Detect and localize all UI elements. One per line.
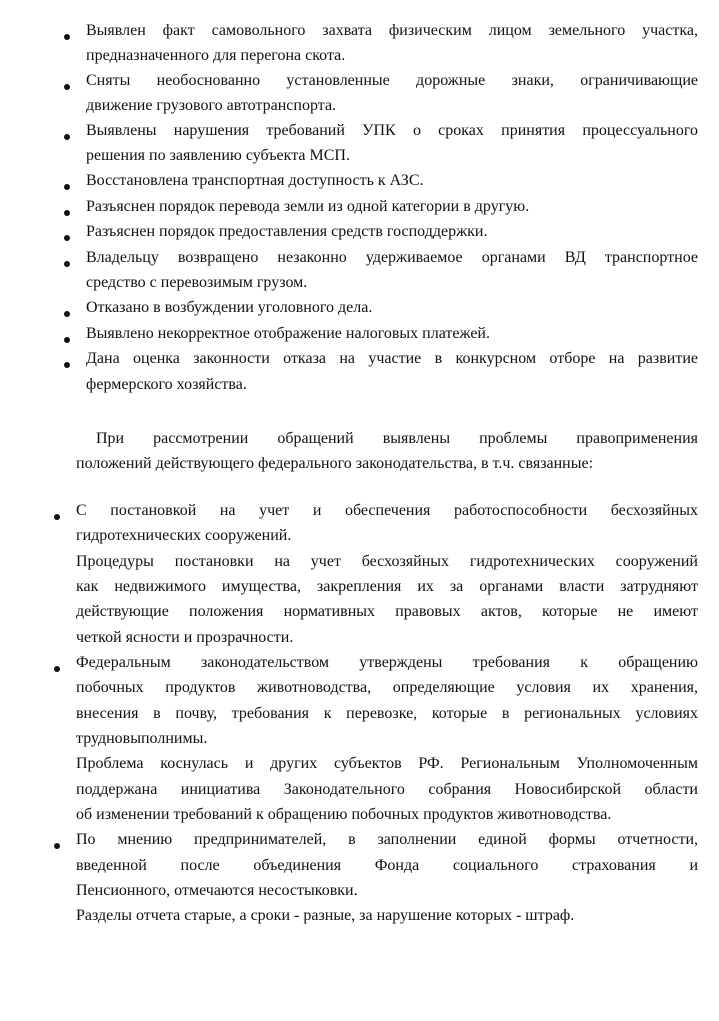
list-item-text: внесения в почву, требования к перевозке, которые в региональных условиях [76,705,698,722]
list-item-text: Разъяснен порядок предоставления средств господдержки. [86,223,488,240]
bullet-icon [64,311,70,317]
list-item-text: фермерского хозяйства. [86,376,247,393]
list-item-text: введенной после объединения Фонда социального страхования и [76,857,698,874]
list-item-text: об изменении требований к обращению побочных продуктов животноводства. [76,806,612,823]
list-item-text: предназначенного для перегона скота. [86,47,346,64]
list-item-text: Федеральным законодательством утверждены требования к обращению [76,654,698,671]
bullet-icon [54,843,60,849]
list-item-text: Сняты необоснованно установленные дорожные знаки, ограничивающие [86,72,698,89]
list-item-text: С постановкой на учет и обеспечения работоспособности бесхозяйных [76,502,698,519]
list-item-text: Выявлены нарушения требований УПК о сроках принятия процессуального [86,122,698,139]
bullet-icon [54,666,60,672]
bullet-icon [64,84,70,90]
list-item-text: движение грузового автотранспорта. [86,97,337,114]
bullet-icon [64,134,70,140]
list-item-text: Разъяснен порядок перевода земли из одной категории в другую. [86,198,530,215]
list-item-text: действующие положения нормативных правовых актов, которые не имеют [76,603,698,620]
bullet-icon [64,261,70,267]
list-item-text: решения по заявлению субъекта МСП. [86,147,350,164]
bullet-icon [64,184,70,190]
bullet-icon [64,235,70,241]
bullet-icon [64,210,70,216]
bullet-icon [64,337,70,343]
list-item-text: Процедуры постановки на учет бесхозяйных гидротехнических сооружений [76,553,698,570]
list-item-text: как недвижимого имущества, закрепления их за органами власти затрудняют [76,578,698,595]
list-item-text: Пенсионного, отмечаются несостыковки. [76,882,358,899]
paragraph-text: положений действующего федерального законодательства, в т.ч. связанные: [76,455,594,472]
list-item-text: Восстановлена транспортная доступность к АЗС. [86,172,424,189]
bullet-icon [54,514,60,520]
list-item-text: поддержана инициатива Законодательного собрания Новосибирской области [76,781,698,798]
list-item-text: Выявлен факт самовольного захвата физическим лицом земельного участка, [86,22,698,39]
list-item-text: Дана оценка законности отказа на участие в конкурсном отборе на развитие [86,350,698,367]
bullet-icon [64,34,70,40]
bullet-icon [64,362,70,368]
paragraph-text: При рассмотрении обращений выявлены проблемы правоприменения [96,430,698,447]
list-item-text: Выявлено некорректное отображение налоговых платежей. [86,325,490,342]
list-item-text: Отказано в возбуждении уголовного дела. [86,299,373,316]
list-item-text: Разделы отчета старые, а сроки - разные, за нарушение которых - штраф. [76,907,575,924]
list-item-text: Проблема коснулась и других субъектов РФ. Региональным Уполномоченным [76,755,698,772]
list-item-text: гидротехнических сооружений. [76,527,292,544]
list-item-text: По мнению предпринимателей, в заполнении единой формы отчетности, [76,831,698,848]
list-item-text: Владельцу возвращено незаконно удерживаемое органами ВД транспортное [86,249,698,266]
list-item-text: трудновыполнимы. [76,730,208,747]
list-item-text: побочных продуктов животноводства, определяющие условия их хранения, [76,679,698,696]
list-item-text: четкой ясности и прозрачности. [76,629,294,646]
list-item-text: средство с перевозимым грузом. [86,274,308,291]
